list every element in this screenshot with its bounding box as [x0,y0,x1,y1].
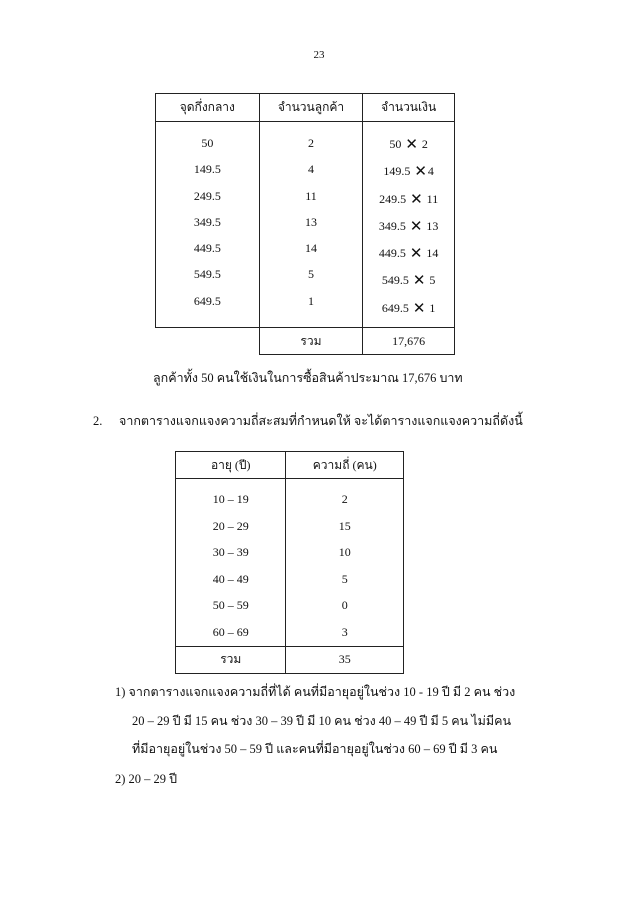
total-value: 35 [286,646,404,673]
amount-cell: 649.5 ✕ 1 [381,300,436,317]
midpoint-cell: 649.5 [193,293,221,308]
summary-text: ลูกค้าทั้ง 50 คนใช้เงินในการซื้อสินค้าประมาณ 17,676 บาท [153,371,463,385]
frequency-cell: 0 [341,598,348,613]
question-number: 2. [93,414,103,428]
times-icon: ✕ [409,246,423,263]
midpoint-column [156,122,260,328]
customers-cell: 11 [305,188,317,203]
amount-cell: 349.5 ✕ 13 [378,218,439,235]
amount-cell: 149.5 ✕4 [383,164,434,181]
times-icon: ✕ [405,137,418,153]
midpoint-cell: 349.5 [193,214,221,229]
question-text: จากตารางแจกแจงความถี่สะสมที่กำหนดให้ จะได้ตารางแจกแจงความถี่ดังนี้ [119,414,523,428]
frequency-cell: 15 [338,518,351,533]
header-frequency: ความถี่ (คน) [286,452,404,479]
frequency-cell: 3 [341,624,348,639]
header-customers: จำนวนลูกค้า [259,94,363,122]
amount-column [363,122,455,328]
times-icon: ✕ [410,191,423,208]
amount-cell: 449.5 ✕ 14 [378,246,439,263]
answer-1-line-3: ที่มีอายุอยู่ในช่วง 50 – 59 ปี และคนที่มีอายุอยู่ในช่วง 60 – 69 ปี มี 3 คน [132,742,498,756]
amount-cell: 249.5 ✕ 11 [379,191,439,208]
midpoint-amount-table [155,93,455,355]
midpoint-cell: 549.5 [193,267,221,282]
age-cell: 50 – 59 [212,598,249,613]
header-amount: จำนวนเงิน [363,94,455,122]
customers-cell: 5 [307,267,314,282]
page-number: 23 [313,49,325,61]
midpoint-cell: 149.5 [193,162,221,177]
customers-cell: 14 [304,241,317,256]
age-cell: 10 – 19 [212,492,249,506]
frequency-column [286,479,404,647]
times-icon: ✕ [412,273,426,290]
age-cell: 30 – 39 [212,545,249,560]
answer-1-line-2: 20 – 29 ปี มี 15 คน ช่วง 30 – 39 ปี มี 10 คน ช่วง 40 – 49 ปี มี 5 คน ไม่มีคน [132,714,512,728]
amount-cell: 50 ✕ 2 [389,137,428,153]
customers-cell: 2 [307,136,314,150]
question-2 [93,411,523,431]
total-value: 17,676 [363,328,455,355]
times-icon: ✕ [409,218,423,235]
customers-cell: 4 [307,162,314,177]
customers-cell: 1 [307,293,314,308]
age-cell: 20 – 29 [212,518,249,533]
answer-2: 2) 20 – 29 ปี [115,772,178,786]
header-midpoint: จุดกึ่งกลาง [156,94,260,122]
age-cell: 60 – 69 [212,624,249,639]
header-age: อายุ (ปี) [176,452,286,479]
midpoint-cell: 50 [201,136,214,150]
frequency-cell: 10 [338,545,351,560]
frequency-cell: 5 [341,571,348,586]
total-label: รวม [259,328,363,355]
frequency-cell: 2 [341,492,348,506]
times-icon: ✕ [412,300,426,317]
times-icon: ✕ [414,164,427,181]
answer-1-line-1: 1) จากตารางแจกแจงความถี่ที่ได้ คนที่มีอายุอยู่ในช่วง 10 - 19 ปี มี 2 คน ช่วง [115,685,516,699]
customers-column [259,122,363,328]
midpoint-cell: 449.5 [193,241,221,256]
customers-cell: 13 [304,214,317,229]
midpoint-cell: 249.5 [193,188,221,203]
total-label: รวม [176,646,286,673]
age-cell: 40 – 49 [212,571,249,586]
age-frequency-table [175,451,404,674]
amount-cell: 549.5 ✕ 5 [381,273,436,290]
age-column [176,479,286,647]
